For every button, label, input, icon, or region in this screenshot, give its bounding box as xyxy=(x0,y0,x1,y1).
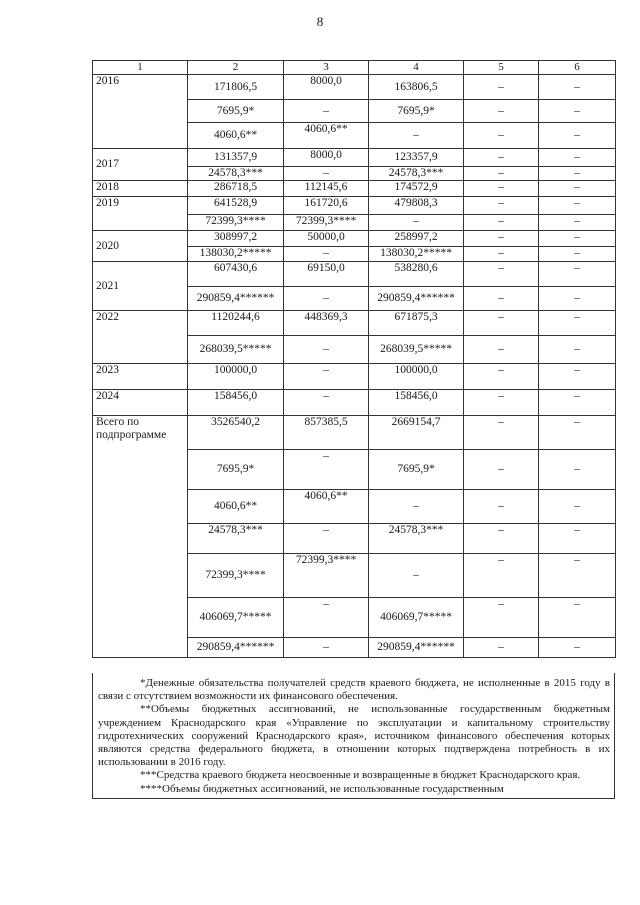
other-cell: – xyxy=(539,554,616,598)
federal-cell: – xyxy=(284,247,369,262)
local-cell: – xyxy=(464,450,539,490)
total-cell: 100000,0 xyxy=(188,364,284,390)
total-cell: 138030,2***** xyxy=(188,247,284,262)
federal-cell: 72399,3**** xyxy=(284,215,369,231)
total-cell: 308997,2 xyxy=(188,231,284,247)
footnote: **Объемы бюджетных ассигнований, не использованные государственным бюджетным учреждением Краснодарского края «Управление по эксплуатации и капитальному строительству гидротехнических сооружений Краснодарского края», источником финансового обеспечения которых являются средства федерального бюджета, в отношении которых подтверждена потребность в их использовании в 2016 году. xyxy=(98,703,610,769)
other-cell: – xyxy=(539,197,616,215)
footnotes-block xyxy=(92,673,615,799)
total-cell: 641528,9 xyxy=(188,197,284,215)
local-cell: – xyxy=(464,181,539,197)
total-cell: 3526540,2 xyxy=(188,416,284,450)
table-row xyxy=(93,181,616,197)
total-cell: 1120244,6 xyxy=(188,311,284,336)
total-label-cell: Всего по подпрограмме xyxy=(93,416,188,658)
total-cell: 72399,3**** xyxy=(188,215,284,231)
local-cell: – xyxy=(464,123,539,149)
table-row xyxy=(93,149,616,167)
federal-cell: – xyxy=(284,390,369,416)
table-row xyxy=(93,416,616,450)
column-header: 2 xyxy=(188,61,284,75)
local-cell: – xyxy=(464,287,539,311)
total-cell: 607430,6 xyxy=(188,262,284,287)
other-cell: – xyxy=(539,287,616,311)
federal-cell: 857385,5 xyxy=(284,416,369,450)
regional-cell: 138030,2***** xyxy=(369,247,464,262)
other-cell: – xyxy=(539,231,616,247)
table-row xyxy=(93,262,616,287)
federal-cell: 4060,6** xyxy=(284,490,369,524)
federal-cell: – xyxy=(284,364,369,390)
local-cell: – xyxy=(464,311,539,336)
total-cell: 7695,9* xyxy=(188,100,284,123)
other-cell: – xyxy=(539,416,616,450)
table-row xyxy=(93,364,616,390)
column-header: 3 xyxy=(284,61,369,75)
total-cell: 268039,5***** xyxy=(188,336,284,364)
local-cell: – xyxy=(464,598,539,638)
local-cell: – xyxy=(464,336,539,364)
other-cell: – xyxy=(539,123,616,149)
other-cell: – xyxy=(539,524,616,554)
other-cell: – xyxy=(539,215,616,231)
total-cell: 4060,6** xyxy=(188,490,284,524)
regional-cell: 24578,3*** xyxy=(369,167,464,181)
table-header-row xyxy=(93,61,616,75)
regional-cell: 2669154,7 xyxy=(369,416,464,450)
other-cell: – xyxy=(539,638,616,658)
regional-cell: – xyxy=(369,123,464,149)
federal-cell: – xyxy=(284,336,369,364)
local-cell: – xyxy=(464,416,539,450)
page-number: 8 xyxy=(316,14,324,29)
column-header: 6 xyxy=(539,61,616,75)
federal-cell: 161720,6 xyxy=(284,197,369,215)
other-cell: – xyxy=(539,390,616,416)
total-cell: 24578,3*** xyxy=(188,167,284,181)
regional-cell: 7695,9* xyxy=(369,100,464,123)
other-cell: – xyxy=(539,100,616,123)
regional-cell: 268039,5***** xyxy=(369,336,464,364)
local-cell: – xyxy=(464,215,539,231)
regional-cell: 479808,3 xyxy=(369,197,464,215)
regional-cell: 158456,0 xyxy=(369,390,464,416)
local-cell: – xyxy=(464,149,539,167)
total-cell: 158456,0 xyxy=(188,390,284,416)
table-row xyxy=(93,390,616,416)
year-cell: 2020 xyxy=(93,231,188,262)
table-row xyxy=(93,311,616,336)
other-cell: – xyxy=(539,364,616,390)
other-cell: – xyxy=(539,181,616,197)
regional-cell: 174572,9 xyxy=(369,181,464,197)
federal-cell: – xyxy=(284,598,369,638)
regional-cell: 406069,7***** xyxy=(369,598,464,638)
total-cell: 131357,9 xyxy=(188,149,284,167)
total-cell: 72399,3**** xyxy=(188,554,284,598)
year-cell: 2024 xyxy=(93,390,188,416)
federal-cell: 112145,6 xyxy=(284,181,369,197)
federal-cell: 50000,0 xyxy=(284,231,369,247)
year-cell: 2022 xyxy=(93,311,188,364)
other-cell: – xyxy=(539,490,616,524)
total-cell: 290859,4****** xyxy=(188,638,284,658)
regional-cell: – xyxy=(369,490,464,524)
other-cell: – xyxy=(539,450,616,490)
other-cell: – xyxy=(539,167,616,181)
local-cell: – xyxy=(464,390,539,416)
footnote: ****Объемы бюджетных ассигнований, не использованные государственным xyxy=(140,782,504,795)
regional-cell: 290859,4****** xyxy=(369,287,464,311)
year-cell: 2021 xyxy=(93,262,188,311)
other-cell: – xyxy=(539,75,616,100)
regional-cell: 163806,5 xyxy=(369,75,464,100)
federal-cell: – xyxy=(284,524,369,554)
column-header: 5 xyxy=(464,61,539,75)
federal-cell: 8000,0 xyxy=(284,75,369,100)
regional-cell: – xyxy=(369,554,464,598)
other-cell: – xyxy=(539,598,616,638)
other-cell: – xyxy=(539,311,616,336)
federal-cell: 448369,3 xyxy=(284,311,369,336)
other-cell: – xyxy=(539,336,616,364)
local-cell: – xyxy=(464,554,539,598)
regional-cell: 290859,4****** xyxy=(369,638,464,658)
local-cell: – xyxy=(464,262,539,287)
table-row xyxy=(93,231,616,247)
year-cell: 2023 xyxy=(93,364,188,390)
regional-cell: 24578,3*** xyxy=(369,524,464,554)
regional-cell: 7695,9* xyxy=(369,450,464,490)
regional-cell: 538280,6 xyxy=(369,262,464,287)
regional-cell: 100000,0 xyxy=(369,364,464,390)
federal-cell: – xyxy=(284,638,369,658)
regional-cell: 123357,9 xyxy=(369,149,464,167)
local-cell: – xyxy=(464,524,539,554)
total-cell: 4060,6** xyxy=(188,123,284,149)
regional-cell: 671875,3 xyxy=(369,311,464,336)
local-cell: – xyxy=(464,231,539,247)
other-cell: – xyxy=(539,247,616,262)
federal-cell: – xyxy=(284,100,369,123)
year-cell: 2016 xyxy=(93,75,188,149)
federal-cell: – xyxy=(284,167,369,181)
federal-cell: 72399,3**** xyxy=(284,554,369,598)
funding-table xyxy=(92,60,616,658)
federal-cell: 4060,6** xyxy=(284,123,369,149)
federal-cell: 8000,0 xyxy=(284,149,369,167)
total-cell: 24578,3*** xyxy=(188,524,284,554)
local-cell: – xyxy=(464,75,539,100)
local-cell: – xyxy=(464,197,539,215)
federal-cell: – xyxy=(284,287,369,311)
federal-cell: 69150,0 xyxy=(284,262,369,287)
footnote: *Денежные обязательства получателей средств краевого бюджета, не исполненные в 2015 году в связи с отсутствием возможности их финансового обеспечения. xyxy=(98,677,610,703)
column-header: 1 xyxy=(93,61,188,75)
regional-cell: 258997,2 xyxy=(369,231,464,247)
local-cell: – xyxy=(464,100,539,123)
year-cell: 2018 xyxy=(93,181,188,197)
regional-cell: – xyxy=(369,215,464,231)
footnote: ***Средства краевого бюджета неосвоенные и возвращенные в бюджет Краснодарского края. xyxy=(140,769,581,782)
column-header: 4 xyxy=(369,61,464,75)
local-cell: – xyxy=(464,364,539,390)
local-cell: – xyxy=(464,638,539,658)
other-cell: – xyxy=(539,262,616,287)
year-cell: 2019 xyxy=(93,197,188,231)
federal-cell: – xyxy=(284,450,369,490)
local-cell: – xyxy=(464,167,539,181)
total-cell: 171806,5 xyxy=(188,75,284,100)
table-row xyxy=(93,75,616,100)
other-cell: – xyxy=(539,149,616,167)
local-cell: – xyxy=(464,247,539,262)
local-cell: – xyxy=(464,490,539,524)
total-cell: 286718,5 xyxy=(188,181,284,197)
year-cell: 2017 xyxy=(93,149,188,181)
total-cell: 7695,9* xyxy=(188,450,284,490)
total-cell: 290859,4****** xyxy=(188,287,284,311)
table-row xyxy=(93,197,616,215)
total-cell: 406069,7***** xyxy=(188,598,284,638)
